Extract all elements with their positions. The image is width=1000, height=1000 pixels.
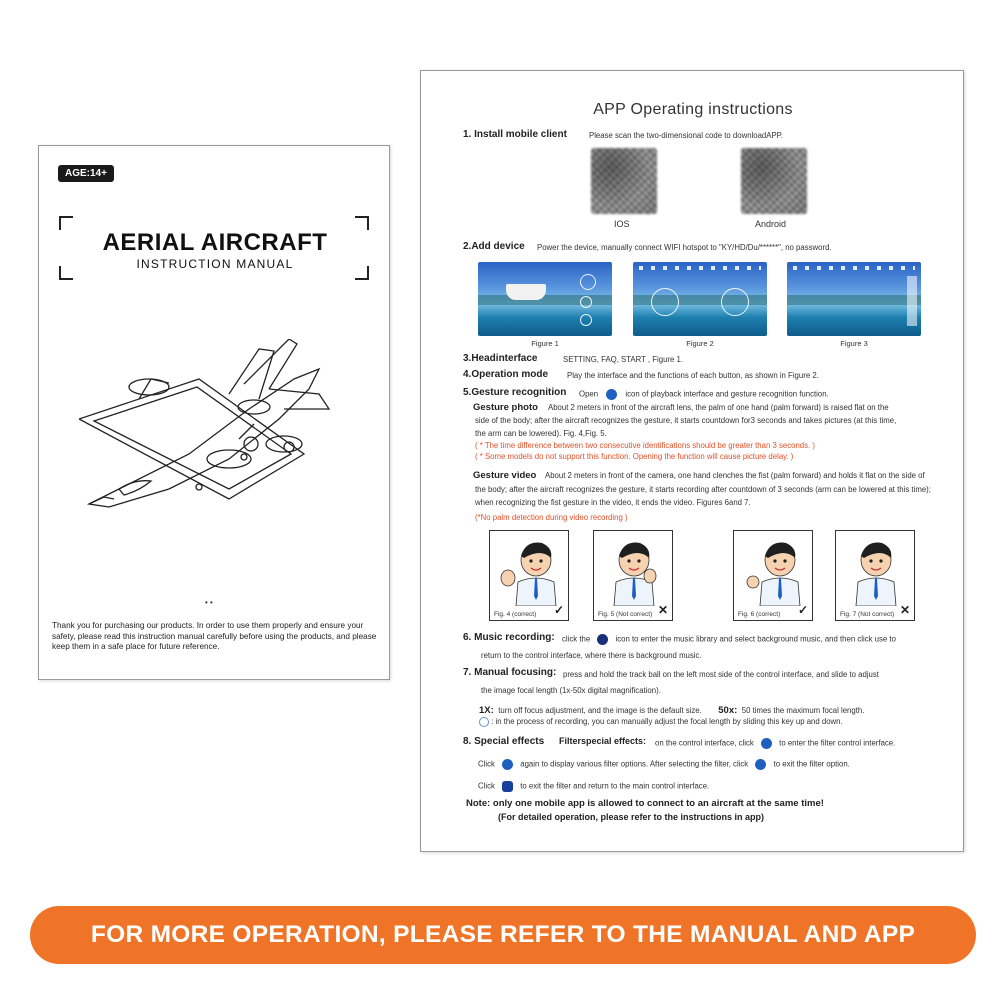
gesture-photo-heading: Gesture photo (473, 402, 538, 413)
gesture-figure-7 (835, 530, 915, 621)
section-8-line-2a: Click (478, 759, 495, 769)
qr-label-android: Android (755, 219, 787, 229)
boy-fist-raised (740, 534, 808, 606)
section-7-line-1: press and hold the track ball on the left most side of the control interface, and slide to adjust (563, 670, 879, 679)
figure-4-caption: Fig. 4 (correct) (494, 611, 537, 618)
section-7-line-2: the image focal length (1x-50x digital magnification). (481, 686, 661, 695)
app-instruction-sheet (420, 70, 964, 852)
cover-title: AERIAL AIRCRAFT (102, 229, 328, 256)
qr-code-ios (591, 148, 657, 214)
age-badge: AGE:14+ (58, 165, 114, 182)
gesture-video-line-1: About 2 meters in front of the camera, one hand clenches the fist (palm forward) and holds it flat on the side of (545, 471, 925, 480)
gesture-video-heading: Gesture video (473, 470, 537, 481)
gesture-figure-6 (733, 530, 813, 621)
focus-50x-text: 50 times the maximum focal length. (741, 706, 865, 715)
qr-label-ios: IOS (614, 219, 630, 229)
gesture-video-line-3: when recognizing the fist gesture in the video, it ends the video. Figures 6and 7. (475, 498, 751, 507)
figure-2-caption: Figure 2 (686, 339, 714, 348)
section-1-text: Please scan the two-dimensional code to downloadAPP. (589, 131, 784, 140)
section-8-line-2c: to exit the filter option. (773, 759, 850, 769)
section-4-heading: 4.Operation mode (463, 369, 549, 380)
section-6-line-1 (562, 634, 896, 645)
figure-3-caption: Figure 3 (840, 339, 868, 348)
section-8-subheading: Filterspecial effects: (559, 736, 647, 746)
banner-text: FOR MORE OPERATION, PLEASE REFER TO THE MANUAL AND APP (90, 921, 916, 948)
figure-6-caption: Fig. 6 (correct) (738, 611, 781, 618)
section-5-heading: 5.Gesture recognition (463, 387, 567, 398)
boat-shape (506, 284, 546, 300)
check-icon: ✓ (797, 603, 808, 617)
section-7-heading: 7. Manual focusing: (463, 667, 557, 678)
gesture-photo-note-1: ( * The time difference between two consecutive identifications should be greater than 3 seconds. ) (475, 441, 815, 450)
screenshot-figure-1 (478, 262, 612, 336)
section-8-line-1a: on the control interface, click (655, 738, 754, 748)
gesture-icon (606, 389, 617, 400)
decor-dots: • • (205, 598, 213, 607)
frame-corner (355, 216, 369, 230)
boy-palm-raised (496, 534, 564, 606)
section-2-text: Power the device, manually connect WIFI hotspot to "KY/HD/Du/******", no password. (537, 243, 832, 252)
figure-5-caption: Fig. 5 (Not correct) (598, 611, 653, 618)
section-7-line-4-text: : in the process of recording, you can manually adjust the focal length by sliding this key up and down. (491, 717, 843, 727)
exit-filter-icon (502, 781, 513, 792)
section-5-text-a: Open (579, 389, 599, 399)
footer-banner (30, 906, 976, 964)
section-8-line-1 (655, 738, 895, 749)
section-6-line-1a: click the (562, 634, 591, 644)
toolbar-icons (793, 266, 915, 270)
settings-icon (580, 296, 592, 308)
section-7-line-3 (479, 700, 864, 718)
left-joystick (651, 288, 679, 316)
cross-icon: ✕ (899, 603, 910, 617)
figure-7-caption: Fig. 7 (Not correct) (840, 611, 895, 618)
sheet-title: APP Operating instructions (593, 101, 793, 118)
section-6-line-2: return to the control interface, where there is background music. (481, 651, 702, 660)
section-5-text (579, 389, 829, 400)
section-8-line-3b: to exit the filter and return to the main control interface. (520, 781, 710, 791)
filter-icon (755, 759, 766, 770)
section-8-line-1b: to enter the filter control interface. (779, 738, 896, 748)
screenshot-figure-3 (787, 262, 921, 336)
help-icon (580, 314, 592, 326)
focus-1x-text: turn off focus adjustment, and the image is the default size. (498, 706, 702, 715)
section-8-line-2 (478, 759, 850, 770)
section-3-text: SETTING, FAQ, START , Figure 1. (563, 355, 684, 364)
section-7-line-4 (479, 717, 843, 727)
check-icon: ✓ (553, 603, 564, 617)
start-icon (580, 274, 596, 290)
gesture-photo-line-3: the arm can be lowered). Fig. 4,Fig. 5. (475, 429, 607, 438)
section-4-text: Play the interface and the functions of each button, as shown in Figure 2. (567, 371, 819, 380)
gesture-photo-note-2: ( * Some models do not support this function. Opening the function will cause picture delay. ) (475, 452, 794, 461)
section-5-text-b: icon of playback interface and gesture recognition function. (625, 389, 829, 399)
section-8-line-2b: again to display various filter options. After selecting the filter, click (520, 759, 749, 769)
gesture-figure-4 (489, 530, 569, 621)
focus-slider-icon (479, 717, 489, 727)
section-3-heading: 3.Headinterface (463, 353, 538, 364)
frame-corner (59, 216, 73, 230)
section-6-line-1b: icon to enter the music library and select background music, and then click use to (615, 634, 896, 644)
note-line-2: (For detailed operation, please refer to the instructions in app) (498, 812, 765, 822)
gesture-video-line-2: the body; after the aircraft recognizes the gesture, it starts recording after countdown of 3 seconds (arm can be lowered at this time); (475, 485, 931, 494)
cross-icon: ✕ (657, 603, 668, 617)
section-8-line-3 (478, 781, 709, 792)
toolbar-icons (639, 266, 761, 270)
qr-code-android (741, 148, 807, 214)
music-icon (597, 634, 608, 645)
section-1-heading: 1. Install mobile client (463, 129, 567, 140)
filter-icon (761, 738, 772, 749)
screenshot-horizon (787, 295, 921, 305)
aircraft-illustration (79, 339, 349, 509)
gesture-photo-line-1: About 2 meters in front of the aircraft lens, the palm of one hand (palm forward) is raised flat on the (548, 403, 889, 412)
manual-cover (38, 145, 390, 680)
screenshot-figure-2 (633, 262, 767, 336)
focus-1x-label: 1X: (479, 705, 494, 716)
section-8-heading: 8. Special effects (463, 736, 545, 747)
filter-panel (907, 276, 917, 326)
section-6-heading: 6. Music recording: (463, 632, 555, 643)
boy-fist-wrong (842, 534, 910, 606)
cover-subtitle: INSTRUCTION MANUAL (136, 257, 294, 271)
figure-1-caption: Figure 1 (531, 339, 559, 348)
focus-50x-label: 50x: (718, 705, 738, 716)
gesture-figure-5 (593, 530, 673, 621)
filter-icon (502, 759, 513, 770)
note-line-1: Note: only one mobile app is allowed to connect to an aircraft at the same time! (466, 798, 824, 809)
section-8-line-3a: Click (478, 781, 495, 791)
section-2-heading: 2.Add device (463, 241, 525, 252)
gesture-photo-line-2: side of the body; after the aircraft recognizes the gesture, it starts countdown for3 seconds and takes pictures (at this time, (475, 416, 897, 425)
boy-palm-wrong (600, 534, 668, 606)
gesture-video-note: (*No palm detection during video recording ) (475, 513, 628, 522)
right-joystick (721, 288, 749, 316)
cover-intro-text: Thank you for purchasing our products. In order to use them properly and ensure your safety, please read this instruction manual carefully before using the products, and please keep them in a safe place for future reference. (52, 621, 377, 651)
